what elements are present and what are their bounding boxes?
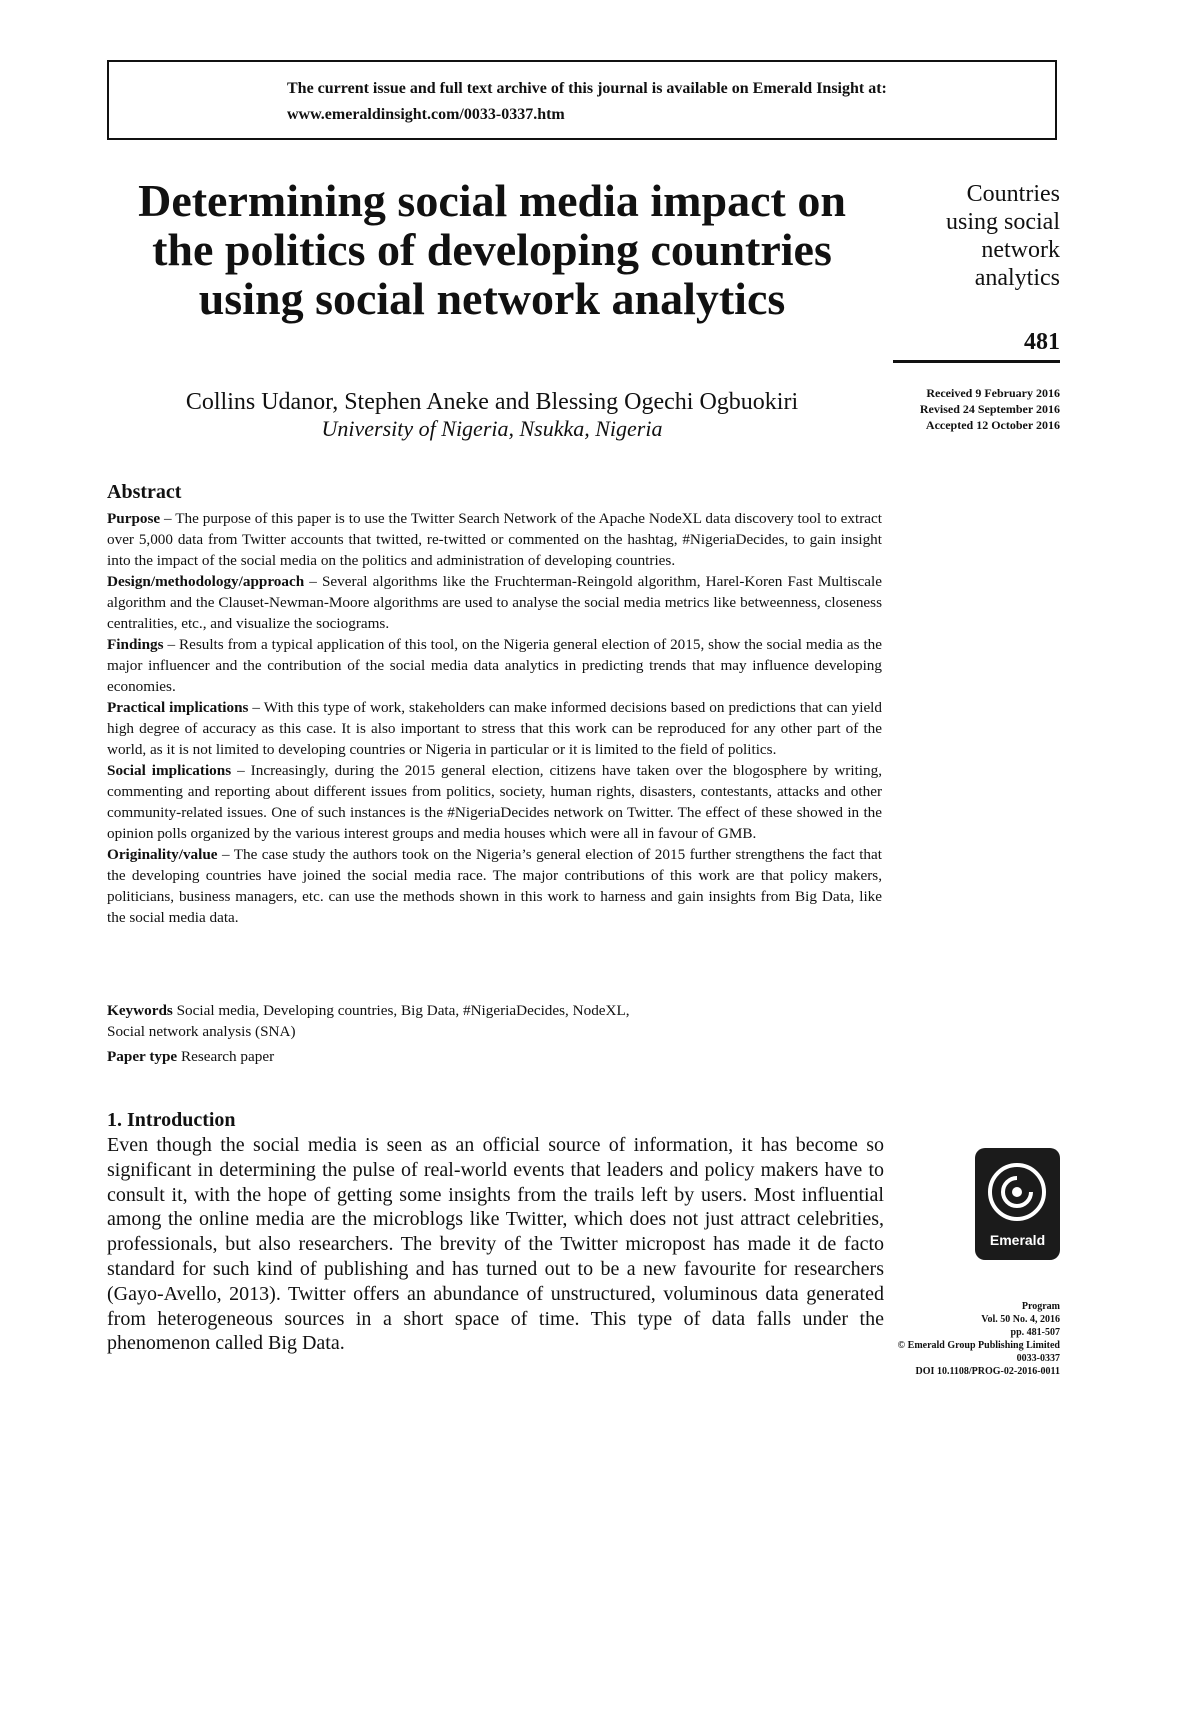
archive-notice-text: The current issue and full text archive of this journal is available on Emerald Insight at: — [287, 80, 887, 97]
journal-volume: Vol. 50 No. 4, 2016 — [981, 1314, 1060, 1325]
keywords-label: Keywords — [107, 1002, 173, 1019]
emerald-logo — [975, 1148, 1060, 1260]
abstract-text: – The case study the authors took on the Nigeria’s general election of 2015 further strengthens the fact that the developing countries have joined the social media race. The major contributions of this work are that policy makers, politicians, business managers, etc. can use the methods shown in this work to harness and gain insights from Big Data, like the social media data. — [107, 846, 882, 926]
sidebar-divider — [893, 360, 1060, 363]
abstract-text: – Increasingly, during the 2015 general election, citizens have taken over the blogosphere by writing, commenting and reporting about different issues from politics, society, human rights, disasters, contestants, attacks and other community-related issues. One of such instances is the #NigeriaDecides network on Twitter. The effect of these showed in the opinion polls organized by the various interest groups and media houses which were all in favour of GMB. — [107, 762, 882, 842]
keywords-line — [107, 1000, 882, 1021]
author-affiliation: University of Nigeria, Nsukka, Nigeria — [321, 416, 663, 441]
paper-type-label: Paper type — [107, 1048, 178, 1065]
journal-doi: DOI 10.1108/PROG-02-2016-0011 — [915, 1366, 1060, 1377]
abstract-originality — [107, 844, 882, 928]
abstract-heading: Abstract — [107, 481, 182, 503]
archive-notice — [107, 60, 1057, 140]
article-title: Determining social media impact on the politics of developing countries using social network analytics — [138, 175, 846, 324]
archive-notice-url[interactable]: www.emeraldinsight.com/0033-0337.htm — [287, 106, 565, 123]
abstract-text: – Several algorithms like the Fruchterman-Reingold algorithm, Harel-Koren Fast Multiscale algorithm and the Clauset-Newman-Moore algorithms are used to analyse the social media metrics like betweenness, closeness centralities, etc., and visualize the sociograms. — [107, 573, 882, 632]
history-accepted: Accepted 12 October 2016 — [925, 418, 1060, 432]
keywords — [107, 1000, 882, 1042]
abstract-text: – With this type of work, stakeholders can make informed decisions based on predictions that can yield high degree of accuracy as this case. It is also important to stress that this work can be reproduced for any other part of the world, as it is not limited to developing countries or Nigeria in particular or it is limited to the field of politics. — [107, 699, 882, 758]
history-revised: Revised 24 September 2016 — [919, 402, 1060, 416]
abstract-body — [107, 508, 882, 928]
paper-type-value: Research paper — [177, 1048, 275, 1065]
introduction-body: Even though the social media is seen as an official source of information, it has become so significant in determining the pulse of real-world events that leaders and policy makers have to consult it, with the hope of getting some insights from the trails left by users. Most influential among the online media are the microblogs like Twitter, which does not just attract celebrities, professionals, but also researchers. The brevity of the Twitter micropost has made it de facto standard for such kind of publishing and has turned out to be a new favourite for researchers (Gayo-Avello, 2013). Twitter offers an abundance of unstructured, voluminous data generated from heterogeneous sources in a short space of time. This type of data falls under the phenomenon called Big Data. — [107, 1134, 884, 1355]
abstract-label: Findings — [107, 636, 164, 653]
abstract-findings — [107, 634, 882, 697]
keywords-text: Social media, Developing countries, Big Data, #NigeriaDecides, NodeXL, — [172, 1002, 630, 1019]
journal-name: Program — [1021, 1301, 1060, 1312]
abstract-purpose — [107, 508, 882, 571]
journal-pages: pp. 481-507 — [1010, 1327, 1060, 1338]
journal-issn: 0033-0337 — [1016, 1353, 1060, 1364]
abstract-text: – The purpose of this paper is to use the Twitter Search Network of the Apache NodeXL data discovery tool to extract over 5,000 data from Twitter accounts that twitted, re-twitted or commented on the hashtag, #NigeriaDecides, to gain insight into the impact of the social media on the politics and administration of developing countries. — [107, 510, 882, 569]
emerald-logo-label: Emerald — [989, 1232, 1046, 1248]
running-title-line: Countries — [966, 181, 1060, 207]
abstract-text: – Results from a typical application of this tool, on the Nigeria general election of 2015, show the social media as the major influencer and the contribution of the social media data analytics in predicting trends that may influence developing economies. — [107, 636, 882, 695]
journal-publisher: © Emerald Group Publishing Limited — [897, 1340, 1060, 1351]
paper-type — [107, 1046, 882, 1067]
article-history — [860, 385, 1060, 433]
abstract-label: Social implications — [107, 762, 232, 779]
history-received: Received 9 February 2016 — [926, 386, 1060, 400]
abstract-label: Originality/value — [107, 846, 218, 863]
abstract-practical — [107, 697, 882, 760]
keywords-continuation: Social network analysis (SNA) — [107, 1023, 296, 1040]
abstract-label: Practical implications — [107, 699, 249, 716]
abstract-label: Purpose — [107, 510, 161, 527]
running-title-line: analytics — [974, 265, 1060, 291]
running-title-line: using social — [946, 209, 1060, 235]
emerald-logo-icon — [987, 1160, 1048, 1226]
article-authors: Collins Udanor, Stephen Aneke and Blessing Ogechi Ogbuokiri — [185, 389, 799, 415]
abstract-label: Design/methodology/approach — [107, 573, 305, 590]
journal-info — [880, 1300, 1060, 1378]
abstract-social — [107, 760, 882, 844]
page-number: 481 — [1024, 329, 1060, 355]
running-title-line: network — [981, 237, 1060, 263]
introduction-heading: 1. Introduction — [107, 1109, 236, 1131]
running-title — [880, 180, 1060, 292]
abstract-design — [107, 571, 882, 634]
